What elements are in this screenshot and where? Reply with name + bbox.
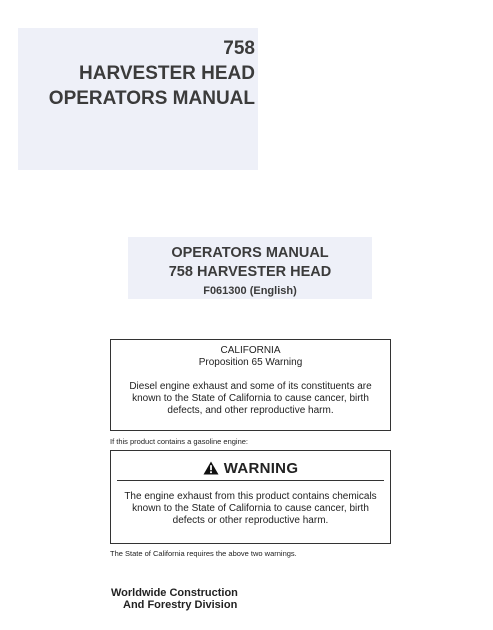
subtitle-line1: OPERATORS MANUAL [171, 245, 329, 261]
gasoline-warning-box [110, 450, 391, 544]
cover-title-panel [18, 28, 258, 170]
california-prop65-box [110, 339, 391, 431]
division-line1: Worldwide Construction [111, 587, 238, 599]
cover-title-line1: HARVESTER HEAD [79, 63, 255, 84]
subtitle-panel [128, 237, 372, 299]
model-number: 758 [223, 38, 255, 59]
prop65-subheading: Proposition 65 Warning [198, 357, 303, 368]
warning-text: The engine exhaust from this product contains chemicals known to the State of California to cause cancer, birth defects or other reproductive harm. [124, 491, 377, 526]
california-heading: CALIFORNIA [220, 345, 281, 356]
gasoline-note: If this product contains a gasoline engine: [110, 437, 249, 446]
warning-triangle-icon [203, 461, 219, 475]
warning-header [117, 456, 384, 481]
california-warning-text: Diesel engine exhaust and some of its constituents are known to the State of California to cause cancer, birth defects, and other reproductive harm. [129, 381, 372, 416]
publication-number: F061300 (English) [203, 285, 297, 297]
division-name [111, 587, 271, 611]
division-line2: And Forestry Division [123, 599, 238, 611]
cover-title-line2: OPERATORS MANUAL [48, 88, 255, 109]
warning-heading: WARNING [223, 459, 299, 477]
footer-note: The State of California requires the above two warnings. [110, 549, 297, 558]
subtitle-line2: 758 HARVESTER HEAD [168, 264, 332, 280]
